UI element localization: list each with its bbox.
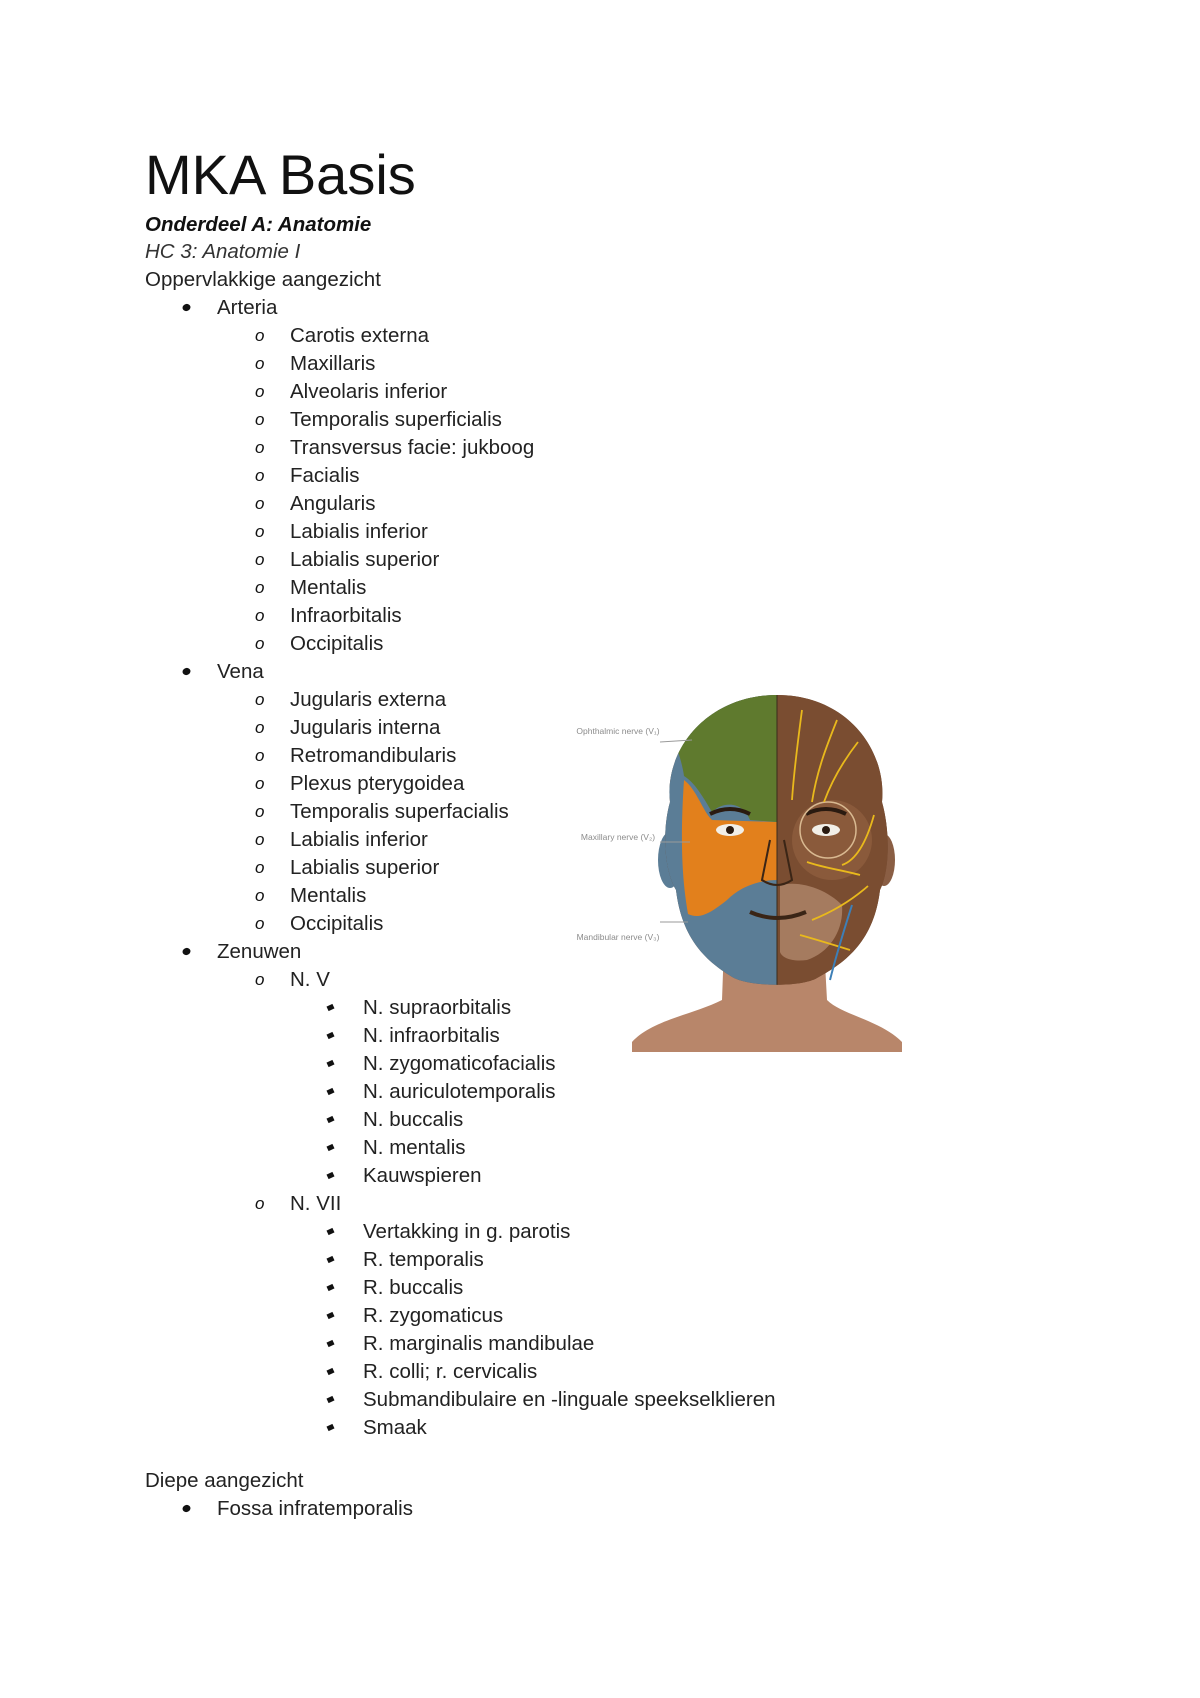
list-item: N. buccalis [363, 1108, 464, 1131]
list-item: N. V [290, 968, 330, 991]
list-item: Labialis superior [290, 856, 440, 879]
pupil [726, 826, 734, 834]
list-item: Mentalis [290, 884, 367, 907]
circle-bullet-icon: o [255, 858, 265, 877]
list-item: Carotis externa [290, 324, 430, 347]
circle-bullet-icon: o [255, 466, 265, 485]
list-item: N. VII [290, 1192, 342, 1215]
bullet-icon [182, 667, 192, 676]
circle-bullet-icon: o [255, 494, 265, 513]
list-item: N. auriculotemporalis [363, 1080, 556, 1103]
circle-bullet-icon: o [255, 970, 265, 989]
square-bullet-icon [326, 1088, 334, 1095]
circle-bullet-icon: o [255, 914, 265, 933]
list-item: Jugularis externa [290, 688, 447, 711]
list-item: Maxillaris [290, 352, 376, 375]
square-bullet-icon [326, 1116, 334, 1123]
square-bullet-icon [326, 1144, 334, 1151]
circle-bullet-icon: o [255, 354, 265, 373]
circle-bullet-icon: o [255, 606, 265, 625]
face-nerve-figure [576, 690, 912, 1055]
circle-bullet-icon: o [255, 578, 265, 597]
section-heading: Oppervlakkige aangezicht [145, 268, 381, 291]
list-item: Labialis inferior [290, 520, 428, 543]
circle-bullet-icon: o [255, 830, 265, 849]
bullet-icon [182, 303, 192, 312]
square-bullet-icon [326, 1312, 334, 1319]
list-item: Transversus facie: jukboog [290, 436, 535, 459]
square-bullet-icon [326, 1032, 334, 1039]
label-maxillary: Maxillary nerve (V₂) [580, 832, 656, 842]
square-bullet-icon [326, 1396, 334, 1403]
list-item: N. mentalis [363, 1136, 466, 1159]
square-bullet-icon [326, 1060, 334, 1067]
pupil [822, 826, 830, 834]
label-mandibular: Mandibular nerve (V₃) [576, 932, 660, 942]
list-item: R. marginalis mandibulae [363, 1332, 595, 1355]
list-item: Labialis inferior [290, 828, 428, 851]
list-item: N. zygomaticofacialis [363, 1052, 556, 1075]
list-item: Temporalis superficialis [290, 408, 502, 431]
section-heading: Diepe aangezicht [145, 1469, 304, 1492]
circle-bullet-icon: o [255, 1194, 265, 1213]
list-item: Retromandibularis [290, 744, 457, 767]
list-item: R. zygomaticus [363, 1304, 504, 1327]
circle-bullet-icon: o [255, 410, 265, 429]
square-bullet-icon [326, 1256, 334, 1263]
list-item: Infraorbitalis [290, 604, 402, 627]
list-item: Kauwspieren [363, 1164, 482, 1187]
square-bullet-icon [326, 1284, 334, 1291]
circle-bullet-icon: o [255, 438, 265, 457]
circle-bullet-icon: o [255, 774, 265, 793]
square-bullet-icon [326, 1424, 334, 1431]
list-item: Fossa infratemporalis [217, 1497, 413, 1520]
circle-bullet-icon: o [255, 382, 265, 401]
circle-bullet-icon: o [255, 802, 265, 821]
list-item: Labialis superior [290, 548, 440, 571]
list-item: N. infraorbitalis [363, 1024, 500, 1047]
circle-bullet-icon: o [255, 634, 265, 653]
label-ophthalmic: Ophthalmic nerve (V₁) [576, 726, 660, 736]
circle-bullet-icon: o [255, 690, 265, 709]
list-item: Zenuwen [217, 940, 302, 963]
list-item: Mentalis [290, 576, 367, 599]
list-item: Vena [217, 660, 264, 683]
square-bullet-icon [326, 1004, 334, 1011]
list-item: Occipitalis [290, 632, 384, 655]
square-bullet-icon [326, 1172, 334, 1179]
list-item: Angularis [290, 492, 376, 515]
list-item: Temporalis superfacialis [290, 800, 509, 823]
square-bullet-icon [326, 1228, 334, 1235]
circle-bullet-icon: o [255, 886, 265, 905]
list-item: Smaak [363, 1416, 427, 1439]
list-item: Facialis [290, 464, 360, 487]
subtitle: Onderdeel A: Anatomie [145, 213, 372, 236]
page-title: MKA Basis [145, 143, 416, 206]
figure-labels [576, 690, 660, 950]
list-item: N. supraorbitalis [363, 996, 512, 1019]
circle-bullet-icon: o [255, 550, 265, 569]
list-item: R. temporalis [363, 1248, 484, 1271]
circle-bullet-icon: o [255, 746, 265, 765]
list-item: Arteria [217, 296, 278, 319]
list-item: Vertakking in g. parotis [363, 1220, 571, 1243]
face-nerve-illustration [612, 690, 912, 1055]
circle-bullet-icon: o [255, 718, 265, 737]
square-bullet-icon [326, 1368, 334, 1375]
square-bullet-icon [326, 1340, 334, 1347]
list-item: R. colli; r. cervicalis [363, 1360, 538, 1383]
list-item: R. buccalis [363, 1276, 464, 1299]
circle-bullet-icon: o [255, 326, 265, 345]
circle-bullet-icon: o [255, 522, 265, 541]
list-item: Jugularis interna [290, 716, 441, 739]
list-item: Alveolaris inferior [290, 380, 448, 403]
list-item: Plexus pterygoidea [290, 772, 465, 795]
bullet-icon [182, 1504, 192, 1513]
lecture-title: HC 3: Anatomie I [145, 240, 301, 263]
list-item: Submandibulaire en -linguale speekselklieren [363, 1388, 776, 1411]
bullet-icon [182, 947, 192, 956]
list-item: Occipitalis [290, 912, 384, 935]
